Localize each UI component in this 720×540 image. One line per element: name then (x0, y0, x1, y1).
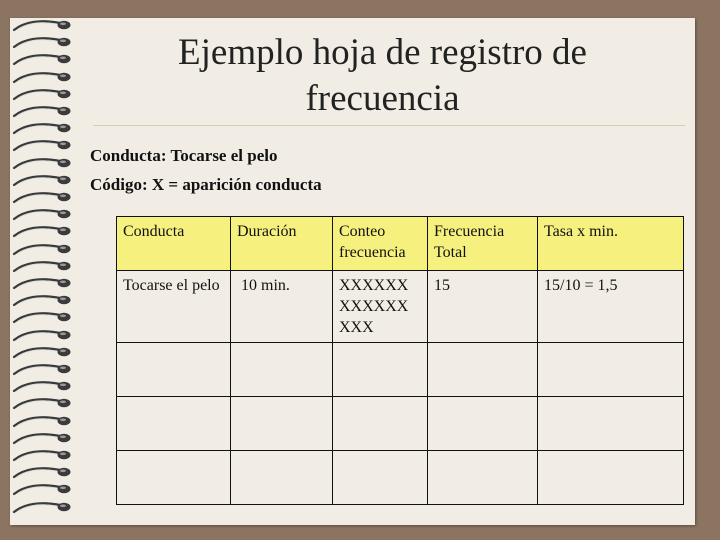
cell-empty (231, 397, 333, 451)
cell-empty (333, 397, 428, 451)
spiral-ring-icon (10, 310, 74, 324)
cell-conteo: XXXXXX XXXXXX XXX (333, 271, 428, 343)
spiral-ring-icon (10, 207, 74, 221)
spiral-ring-icon (10, 121, 74, 135)
spiral-ring-icon (10, 465, 74, 479)
codigo-line: Código: X = aparición conducta (90, 175, 322, 194)
spiral-ring-icon (10, 276, 74, 290)
spiral-ring-icon (10, 35, 74, 49)
cell-frecuencia-total: 15 (428, 271, 538, 343)
table-row (117, 397, 684, 451)
cell-empty (538, 343, 684, 397)
cell-empty (538, 397, 684, 451)
spiral-ring-icon (10, 500, 74, 514)
header-tasa-min: Tasa x min. (538, 217, 684, 271)
spiral-ring-icon (10, 414, 74, 428)
spiral-ring-icon (10, 104, 74, 118)
spiral-ring-icon (10, 18, 74, 32)
spiral-ring-icon (10, 156, 74, 170)
title-divider (93, 125, 685, 126)
slide-title (90, 30, 675, 122)
header-conducta: Conducta (117, 217, 231, 271)
spiral-ring-icon (10, 259, 74, 273)
cell-empty (333, 343, 428, 397)
spiral-ring-icon (10, 328, 74, 342)
registro-table (116, 216, 684, 505)
cell-duracion: 10 min. (231, 271, 333, 343)
spiral-ring-icon (10, 70, 74, 84)
title-line-2: frecuencia (305, 78, 460, 119)
cell-empty (428, 451, 538, 505)
header-conteo-frecuencia: Conteo frecuencia (333, 217, 428, 271)
spiral-ring-icon (10, 224, 74, 238)
spiral-ring-icon (10, 482, 74, 496)
spiral-ring-icon (10, 173, 74, 187)
cell-empty (428, 397, 538, 451)
cell-empty (333, 451, 428, 505)
cell-conducta: Tocarse el pelo (117, 271, 231, 343)
table-row (117, 271, 684, 343)
cell-empty (117, 397, 231, 451)
spiral-ring-icon (10, 87, 74, 101)
cell-empty (231, 451, 333, 505)
header-duracion: Duración (231, 217, 333, 271)
spiral-ring-icon (10, 362, 74, 376)
table-row (117, 451, 684, 505)
cell-empty (117, 343, 231, 397)
table-row (117, 343, 684, 397)
title-line-1: Ejemplo hoja de registro de (178, 32, 587, 73)
spiral-ring-icon (10, 379, 74, 393)
header-frecuencia-total: Frecuencia Total (428, 217, 538, 271)
cell-empty (538, 451, 684, 505)
spiral-ring-icon (10, 431, 74, 445)
cell-empty (231, 343, 333, 397)
spiral-ring-icon (10, 242, 74, 256)
cell-empty (428, 343, 538, 397)
spiral-ring-icon (10, 345, 74, 359)
table-header-row (117, 217, 684, 271)
spiral-ring-icon (10, 396, 74, 410)
conducta-line: Conducta: Tocarse el pelo (90, 146, 278, 165)
spiral-ring-icon (10, 293, 74, 307)
spiral-ring-icon (10, 52, 74, 66)
spiral-ring-icon (10, 190, 74, 204)
cell-tasa: 15/10 = 1,5 (538, 271, 684, 343)
cell-empty (117, 451, 231, 505)
spiral-ring-icon (10, 448, 74, 462)
spiral-ring-icon (10, 138, 74, 152)
